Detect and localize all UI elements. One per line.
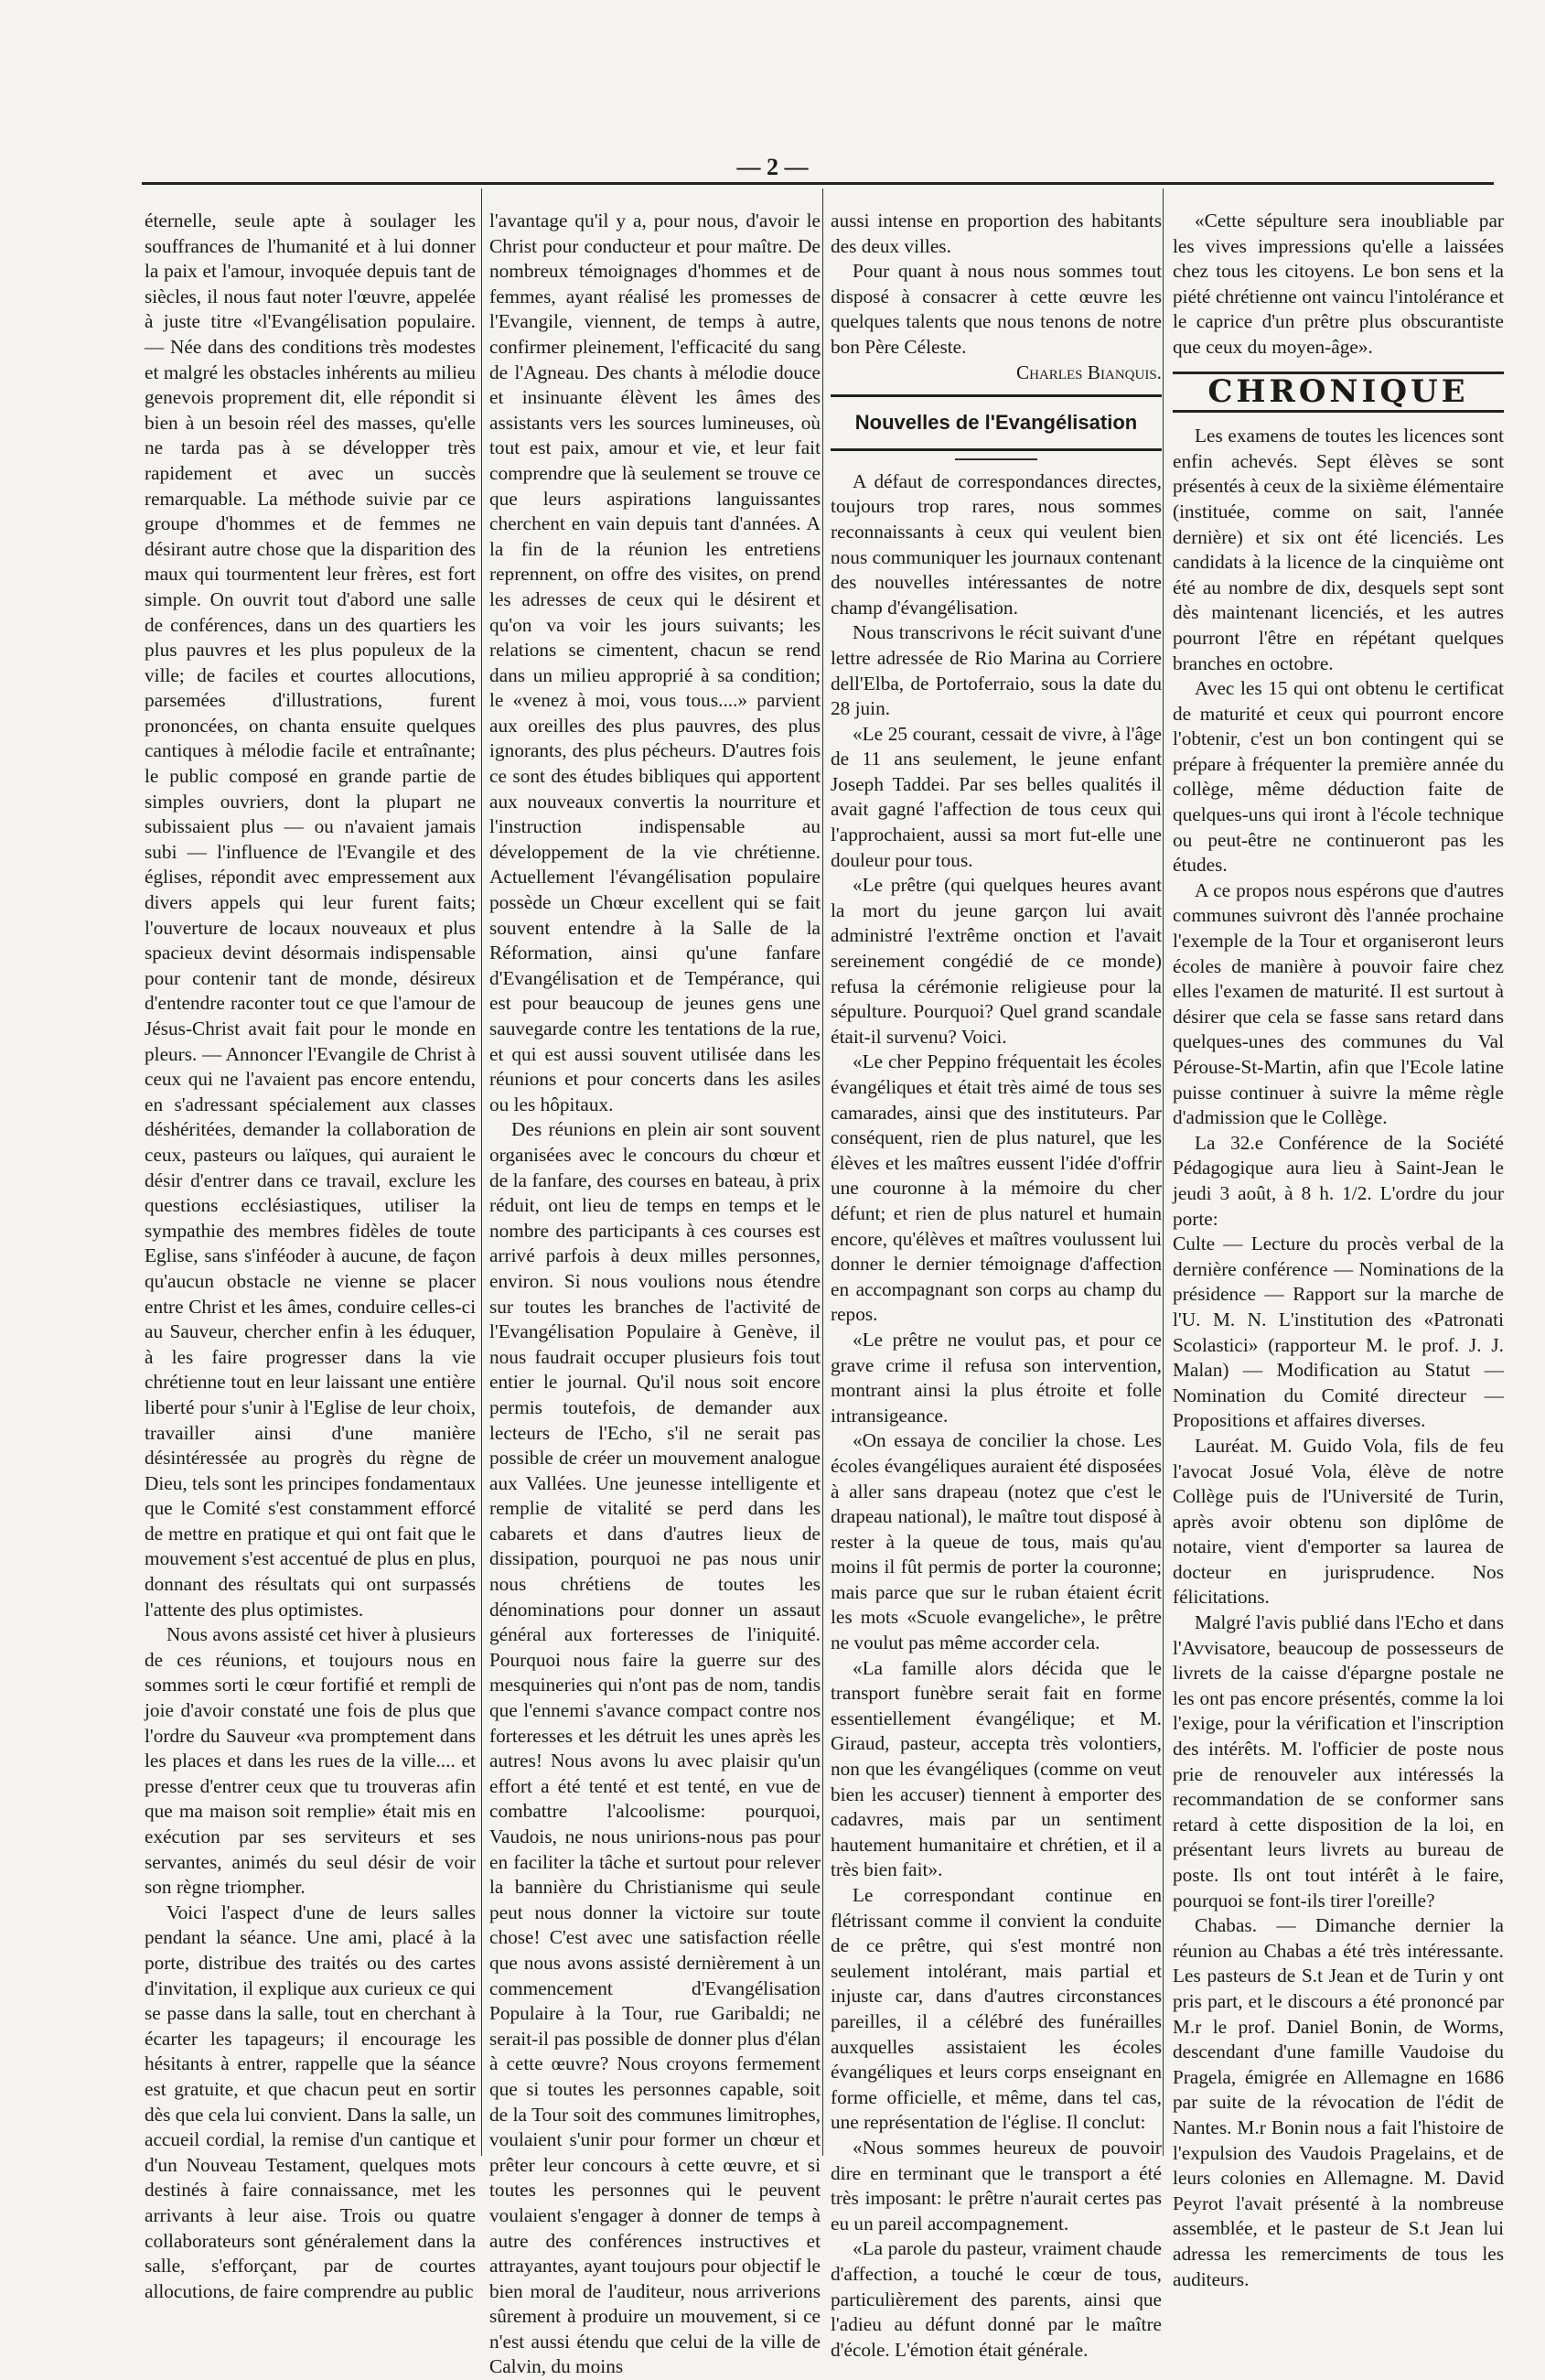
paragraph: «Le cher Peppino fréquentait les écoles évangéliques et était très aimé de tous ses camarades, ainsi que des instituteurs. Par conséquent, rien de plus naturel, que les élèves et les maîtres eussent l'idée d'offrir une couronne à la mémoire du cher défunt; et rien de plus naturel et humain encore, qu'élèves et maîtres voulussent lui donner le dernier témoignage d'affection en accompagnant son corps au champ du repos. — [831, 1050, 1162, 1326]
section-divider — [955, 458, 1037, 460]
column-1 — [145, 209, 476, 2302]
paragraph: aussi intense en proportion des habitants des deux villes. — [831, 210, 1162, 257]
paragraph: Nous transcrivons le récit suivant d'une lettre adressée de Rio Marina au Corriere dell'Elba, de Portoferraio, sous la date du 28 juin. — [831, 621, 1162, 720]
author-signature: Charles Bianquis. — [1015, 361, 1162, 383]
paragraph: A défaut de correspondances directes, toujours trop rares, nous sommes reconnaissants à ceux qui veulent bien nous communiquer les journaux contenant des nouvelles intéressantes de notre champ d'évangélisation. — [831, 469, 1162, 619]
paragraph: «La parole du pasteur, vraiment chaude d'affection, a touché le cœur de tous, particulièrement des parents, ainsi que l'adieu au défunt donné par le maître d'école. L'émotion était générale. — [831, 2237, 1162, 2361]
column-divider — [1163, 188, 1164, 2156]
column-3 — [831, 209, 1162, 2361]
paragraph: «On essaya de concilier la chose. Les écoles évangéliques auraient été disposées à aller sans drapeau (notez que c'est le drapeau national), le maître tout disposé à rester à la queue de tous, mais qu'au moins il fût permis de porter la couronne; mais parce que sur le ruban étaient écrit les mots «Scuole evangeliche», le prêtre ne voulut pas même accorder cela. — [831, 1429, 1162, 1654]
paragraph: Voici l'aspect d'une de leurs salles pendant la séance. Une ami, placé à la porte, distribue des traités ou des cartes d'invitation, il explique aux curieux ce qui se passe dans la salle, tout en cherchant à écarter les tapageurs; il encourage les hésitants à entrer, rappelle que la séance est gratuite, et que chacun peut en sortir dès que cela lui convient. Dans la salle, un accueil cordial, la remise d'un cantique et d'un Nouveau Testament, quelques mots destinés à faire connaissance, met les arrivants à leur aise. Trois ou quatre collaborateurs sont généralement dans la salle, s'efforçant, par de courtes allocutions, de faire comprendre au public — [145, 1901, 476, 2302]
paragraph: éternelle, seule apte à soulager les souffrances de l'humanité et à lui donner la paix et l'amour, invoquée depuis tant de siècles, il nous faut noter l'œuvre, appelée à juste titre «l'Evangélisation populaire. — Née dans des conditions très modestes et malgré les obstacles inhérents au milieu genevois proprement dit, elle répondit si bien à un besoin réel des masses, qu'elle ne tarda pas à se développer très rapidement et avec un succès remarquable. La méthode suivie par ce groupe d'hommes et de femmes ne désirant autre chose que la disparition des maux qui tourmentent leur frères, est fort simple. On ouvrit tout d'abord une salle de conférences, dans un des quartiers les plus pauvres et les plus populeux de la ville; de faciles et courtes allocutions, parsemées d'illustrations, furent prononcées, on chanta ensuite quelques cantiques à mélodie facile et entraînante; le public composé en grande partie de simples ouvriers, dont la plupart ne subissaient plus — ou n'avaient jamais subi — l'influence de l'Evangile et des églises, répondit avec empressement aux divers appels qui leur furent faits; l'ouverture de locaux nouveaux et plus spacieux devint désormais indispensable pour contenir tant de monde, désireux d'entendre raconter tout ce que l'amour de Jésus-Christ avait fait pour le monde en pleurs. — Annoncer l'Evangile de Christ à ceux qui ne l'avaient pas encore entendu, en s'adressant spécialement aux classes déshéritées, demander la collaboration de ceux, pasteurs ou laïques, qui auraient le désir d'entrer dans ce travail, exclure les questions ecclésiastiques, utiliser la sympathie des membres fidèles de toute Eglise, sans s'inféoder à aucune, de façon qu'aucun obstacle ne vienne se placer entre Christ et les âmes, conduire celles-ci au Sauveur, chercher enfin à les éduquer, à les faire progresser dans la vie chrétienne tout en leur laissant une entière liberté pour s'unir à l'Eglise de leur choix, travailler ainsi d'une manière désintéressée au progrès du règne de Dieu, tels sont les principes fondamentaux que le Comité s'est constamment efforcé de mettre en pratique et qui ont fait que le mouvement s'est accentué de plus en plus, donnant des résultats qui ont surpassés l'attente des plus optimistes. — [145, 210, 476, 1621]
paragraph: l'avantage qu'il y a, pour nous, d'avoir le Christ pour conducteur et pour maître. De nombreux témoignages d'hommes et de femmes, ayant réalisé les promesses de l'Evangile, viennent, de temps à autre, confirmer pleinement, l'efficacité du sang de l'Agneau. Des chants à mélodie douce et insinuante élèvent les âmes des assistants vers les sources lumineuses, où tout est paix, amour et vie, et leur fait comprendre que là seulement se trouve ce que leurs aspirations languissantes cherchent en vain depuis tant d'années. A la fin de la réunion les entretiens reprennent, on offre des visites, on prend les adresses de ceux qui le désirent et qu'on va voir les jours suivants; les relations se cimentent, chacun se rend dans un milieu approprié à sa condition; le «venez à moi, vous tous....» parvient aux oreilles des plus pauvres, des plus ignorants, des plus pécheurs. D'autres fois ce sont des études bibliques qui apportent aux nouveaux convertis la nourriture et l'instruction indispensable au développement de la vie chrétienne. Actuellement l'évangélisation populaire possède un Chœur excellent qui se fait souvent entendre à la Salle de la Réformation, ainsi qu'une fanfare d'Evangélisation et de Tempérance, qui est pour beaucoup de jeunes gens une sauvegarde contre les tentations de la rue, et qui est aussi souvent utilisée dans les réunions et pour concerts dans les asiles ou les hôpitaux. — [489, 210, 821, 1115]
paragraph: Chabas. — Dimanche dernier la réunion au Chabas a été très intéressante. Les pasteurs de S.t Jean et de Turin y ont pris part, et le discours a été prononcé par M.r le prof. Daniel Bonin, de Worms, descendant d'une famille Vaudoise du Pragela, émigrée en Allemagne en 1686 par suite de la révocation de l'édit de Nantes. M.r Bonin nous a fait l'histoire de l'expulsion des Vaudois Pragelains, et de leurs colonies en Allemagne. M. David Peyrot l'avait présenté à la nombreuse assemblée, et le pasteur de S.t Jean lui adressa les remerciments de tous les auditeurs. — [1173, 1914, 1504, 2290]
paragraph: «Le prêtre ne voulut pas, et pour ce grave crime il refusa son intervention, montrant ainsi la plus étroite et folle intransigeance. — [831, 1328, 1162, 1427]
paragraph: «Cette sépulture sera inoubliable par les vives impressions qu'elle a laissées chez tous les citoyens. Le bon sens et la piété chrétienne ont vaincu l'intolérance et le caprice d'un prêtre plus obscurantiste que ceux du moyen-âge». — [1173, 210, 1504, 358]
paragraph: Lauréat. M. Guido Vola, fils de feu l'avocat Josué Vola, élève de notre Collège puis de l'Université de Turin, après avoir obtenu son diplôme de notaire, vient d'emporter sa laurea de docteur en jurisprudence. Nos félicitations. — [1173, 1434, 1504, 1609]
paragraph: Les examens de toutes les licences sont enfin achevés. Sept élèves se sont présentés à ceux de la sixième élémentaire (instituée, comme on sait, l'année dernière) et six ont été licenciés. Les candidats à la licence de la cinquième ont été au nombre de dix, desquels sept sont dès maintenant licenciés, et les autres pourront l'être en répétant quelques branches en octobre. — [1173, 425, 1504, 674]
paragraph: A ce propos nous espérons que d'autres communes suivront dès l'année prochaine l'exemple de la Tour et organiseront leurs écoles de manière à pouvoir faire chez elles l'examen de maturité. Il est surtout à désirer que cela se fasse sans retard dans quelques-unes des communes du Val Pérouse-St-Martin, afin que l'Ecole latine puisse continuer à suivre la même règle d'admission que le Collège. — [1173, 878, 1504, 1129]
paragraph: «Nous sommes heureux de pouvoir dire en terminant que le transport a été très imposant: le prêtre n'aurait certes pas eu un pareil accompagnement. — [831, 2136, 1162, 2235]
chronique-heading: CHRONIQUE — [1173, 372, 1504, 414]
paragraph: Nous avons assisté cet hiver à plusieurs de ces réunions, et toujours nous en sommes sorti le cœur fortifié et rempli de joie d'avoir constaté une fois de plus que l'ordre du Sauveur «va promptement dans les places et dans les rues de la ville.... et presse d'entrer ceux que tu trouveras afin que ma maison soit remplie» était mis en exécution par ses serviteurs et ses servantes, animés du seul désir de voir son règne triompher. — [145, 1623, 476, 1899]
column-divider — [822, 188, 823, 2156]
paragraph: «Le 25 courant, cessait de vivre, à l'âge de 11 ans seulement, le jeune enfant Joseph Taddei. Par ses belles qualités il avait gagné l'affection de tous ceux qui l'approchaient, aussi sa mort fut-elle une douleur pour tous. — [831, 722, 1162, 871]
paragraph: «Le prêtre (qui quelques heures avant la mort du jeune garçon lui avait administré l'extrême onction et l'avait sereinement congédié de ce monde) refusa la cérémonie religieuse pour la sépulture. Pourquoi? Quel grand scandale était-il survenu? Voici. — [831, 874, 1162, 1048]
paragraph: Pour quant à nous nous sommes tout disposé à consacrer à cette œuvre les quelques talents que nous tenons de notre bon Père Céleste. — [831, 260, 1162, 358]
paragraph: Malgré l'avis publié dans l'Echo et dans l'Avvisatore, beaucoup de possesseurs de livrets de la caisse d'épargne postale ne les ont pas encore présentés, comme la loi l'exige, pour la vérification et l'inscription des intérêts. M. l'officier de poste nous prie de renouveler aux intéressés la recommandation de se conformer sans retard à cette disposition de la loi, en présentant leurs livrets au bureau de poste. Ils ont tout intérêt à le faire, pourquoi se font-ils tirer l'oreille? — [1173, 1611, 1504, 1912]
paragraph: Le correspondant continue en flétrissant comme il convient la conduite de ce prêtre, qui s'est montré non seulement intolérant, mais partial et injuste car, dans d'autres circonstances pareilles, il a célébré des funérailles auxquelles assistaient les écoles évangéliques et leurs corps enseignant en forme officielle, et même, dans tel cas, une représentation de l'église. Il conclut: — [831, 1884, 1162, 2134]
column-divider — [481, 188, 482, 2156]
column-2 — [489, 209, 821, 2378]
paragraph: Culte — Lecture du procès verbal de la dernière conférence — Nominations de la présidence — Rapport sur la marche de l'U. M. N. L'institution des «Patronati Scolastici» (rapporteur M. le prof. J. J. Malan) — Modification au Statut — Nomination du Comité directeur — Propositions et affaires diverses. — [1173, 1233, 1504, 1432]
page-number: — 2 — — [736, 154, 809, 180]
paragraph: Avec les 15 qui ont obtenu le certificat de maturité et ceux qui pourront encore l'obtenir, c'est un bon contingent qui se prépare à fréquenter la première année du collège, même déduction faite de quelques-uns qui iront à l'école technique ou peut-être ne continueront pas les études. — [1173, 677, 1504, 877]
paragraph: La 32.e Conférence de la Société Pédagogique aura lieu à Saint-Jean le jeudi 3 août, à 8 h. 1/2. L'ordre du jour porte: — [1173, 1131, 1504, 1230]
paragraph: «La famille alors décida que le transport funèbre serait fait en forme essentiellement évangélique; et M. Giraud, pasteur, accepta très volontiers, non que les évangéliques (comme on veut bien les accuser) tiennent à emporter des cadavres, mais par un sentiment hautement humanitaire et chrétien, et il a très bien fait». — [831, 1656, 1162, 1881]
paragraph: Des réunions en plein air sont souvent organisées avec le concours du chœur et de la fanfare, des courses en bateau, à prix réduit, ont lieu de temps en temps et le nombre des participants à ces courses est arrivé parfois à deux milles personnes, environ. Si nous voulions nous étendre sur toutes les branches de l'activité de l'Evangélisation Populaire à Genève, il nous faudrait occuper plusieurs fois tout entier le journal. Qu'il nous soit encore permis toutefois, de demander aux lecteurs de l'Echo, s'il ne serait pas possible de créer un mouvement analogue aux Vallées. Une jeunesse intelligente et remplie de vitalité se perd dans les cabarets et dans d'autres lieux de dissipation, pourquoi ne pas nous unir nous chrétiens de toutes les dénominations pour donner un assaut général aux forteresses de l'iniquité. Pourquoi nous faire la guerre sur des mesquineries qui n'ont pas de nom, tandis que l'ennemi s'avance compact contre nos forteresses et les détruit les unes après les autres! Nous avons lu avec plaisir qu'un effort a été tenté et est tenté, en vue de combattre l'alcoolisme: pourquoi, Vaudois, ne nous unirions-nous pas pour en faciliter la tâche et surtout pour relever la bannière du Christianisme qui seule peut nous donner la victoire sur toute chose! C'est avec une satisfaction réelle que nous avons assisté dernièrement à un commencement d'Evangélisation Populaire à la Tour, rue Garibaldi; ne serait-il pas possible de donner plus d'élan à cette œuvre? Nous croyons fermement que si toutes les personnes capable, soit de la Tour soit des communes limitrophes, voulaient s'unir pour former un chœur et prêter leur concours à cette œuvre, et si toutes les personnes qui le peuvent voulaient s'engager à donner de temps à autre des conférences instructives et attrayantes, ayant toujours pour objectif le bien moral de l'auditeur, nous arriverions sûrement à produire un mouvement, si ce n'est aussi étendu que celui de la ville de Calvin, du moins — [489, 1118, 821, 2378]
header-rule — [142, 182, 1494, 185]
column-4 — [1173, 209, 1504, 2290]
section-heading: Nouvelles de l'Evangélisation — [831, 394, 1162, 451]
